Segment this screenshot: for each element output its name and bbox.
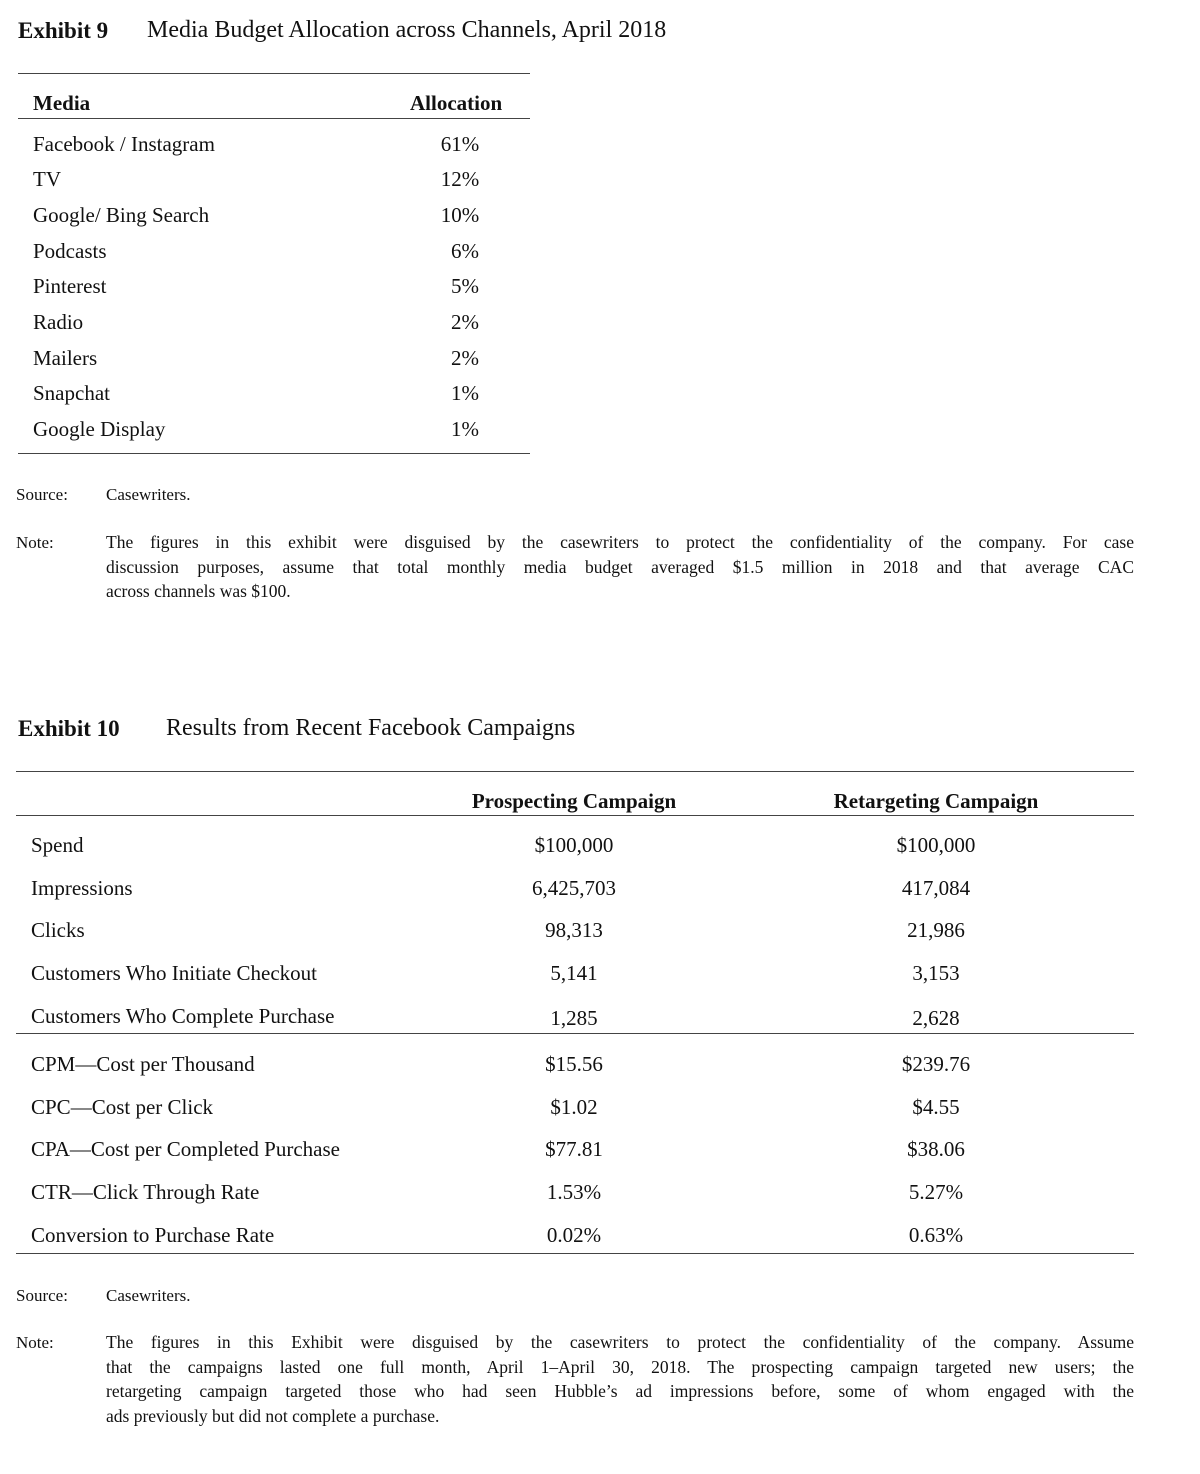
table-row-retargeting: $38.06 <box>907 1137 965 1161</box>
exhibit10-title: Results from Recent Facebook Campaigns <box>166 715 576 741</box>
exhibit9-header-media: Media <box>33 91 91 115</box>
table-row-media: Google/ Bing Search <box>33 203 210 227</box>
table-row-prospecting: 0.02% <box>546 1223 602 1247</box>
table-row-allocation: 1% <box>451 417 479 441</box>
table-row-metric: CPM—Cost per Thousand <box>31 1052 255 1076</box>
exhibit9-top-rule <box>18 73 530 74</box>
table-row-retargeting: 21,986 <box>907 918 965 942</box>
exhibit9-note-label: Note: <box>16 533 54 552</box>
table-row-allocation: 61% <box>440 132 480 156</box>
exhibit10-source-text: Casewriters. <box>106 1286 191 1305</box>
exhibit9-title: Media Budget Allocation across Channels, April 2018 <box>147 17 667 43</box>
table-row-media: TV <box>33 167 61 191</box>
exhibit10-header-retargeting: Retargeting Campaign <box>833 789 1039 813</box>
table-row-allocation: 6% <box>451 239 479 263</box>
table-row-allocation: 2% <box>451 346 479 370</box>
exhibit10-note-text <box>106 1330 1134 1428</box>
table-row-retargeting: $100,000 <box>896 833 976 857</box>
note-line: that the campaigns lasted one full month, April 1–April 30, 2018. The prospecting campaign targeted new users; the <box>106 1356 1134 1377</box>
table-row-prospecting: $100,000 <box>534 833 614 857</box>
note-line: retargeting campaign targeted those who had seen Hubble’s ad impressions before, some of whom engaged with the <box>106 1381 1134 1401</box>
note-line: The figures in this Exhibit were disguised by the casewriters to protect the confidentiality of the company. Assume <box>106 1332 1134 1352</box>
table-row-metric: Customers Who Complete Purchase <box>31 1004 335 1028</box>
table-row-prospecting: $15.56 <box>545 1052 603 1076</box>
exhibit9-note-text <box>106 530 1134 604</box>
table-row-prospecting: 98,313 <box>545 918 603 942</box>
table-row-prospecting: 1,285 <box>550 1006 598 1030</box>
table-row-media: Snapchat <box>33 381 110 405</box>
exhibit9-header-rule <box>18 118 530 119</box>
table-row-prospecting: 6,425,703 <box>532 876 616 900</box>
exhibit9-source-label: Source: <box>16 485 68 504</box>
table-row-retargeting: 3,153 <box>912 961 960 985</box>
table-row-media: Pinterest <box>33 274 107 298</box>
note-line: across channels was $100. <box>106 581 291 601</box>
table-row-retargeting: 0.63% <box>908 1223 964 1247</box>
table-row-prospecting: $77.81 <box>545 1137 603 1161</box>
exhibit10-header-rule <box>16 815 1134 816</box>
table-row-metric: CPA—Cost per Completed Purchase <box>31 1137 340 1161</box>
table-row-media: Google Display <box>33 417 166 441</box>
table-row-allocation: 10% <box>440 203 480 227</box>
table-row-media: Mailers <box>33 346 98 370</box>
table-row-prospecting: 5,141 <box>550 961 598 985</box>
exhibit9-label: Exhibit 9 <box>18 18 109 43</box>
table-row-retargeting: $239.76 <box>901 1052 971 1076</box>
exhibit10-label: Exhibit 10 <box>18 716 120 741</box>
table-row-prospecting: $1.02 <box>550 1095 598 1119</box>
table-row-prospecting: 1.53% <box>546 1180 602 1204</box>
table-row-metric: CTR—Click Through Rate <box>31 1180 260 1204</box>
note-line: ads previously but did not complete a purchase. <box>106 1405 440 1426</box>
exhibit9-source-text: Casewriters. <box>106 485 191 504</box>
table-row-metric: Clicks <box>31 918 85 942</box>
table-row-media: Facebook / Instagram <box>33 132 215 156</box>
table-row-allocation: 2% <box>451 310 479 334</box>
exhibit10-header-prospecting: Prospecting Campaign <box>471 789 677 813</box>
table-row-retargeting: 2,628 <box>912 1006 960 1030</box>
exhibit10-note-label: Note: <box>16 1333 54 1352</box>
table-row-metric: Customers Who Initiate Checkout <box>31 961 317 985</box>
table-row-allocation: 1% <box>451 381 479 405</box>
table-row-retargeting: 417,084 <box>901 876 971 900</box>
note-line: The figures in this exhibit were disguised by the casewriters to protect the confidentiality of the company. For case <box>106 532 1134 552</box>
table-row-metric: CPC—Cost per Click <box>31 1095 214 1119</box>
table-row-metric: Impressions <box>31 876 133 900</box>
table-row-media: Radio <box>33 310 84 334</box>
table-row-retargeting: $4.55 <box>912 1095 960 1119</box>
exhibit10-top-rule <box>16 771 1134 772</box>
exhibit9-header-allocation: Allocation <box>410 91 503 115</box>
table-row-metric: Spend <box>31 833 84 857</box>
table-row-media: Podcasts <box>33 239 107 263</box>
table-row-retargeting: 5.27% <box>908 1180 964 1204</box>
exhibit9-bottom-rule <box>18 453 530 454</box>
exhibit10-mid-rule <box>16 1033 1134 1034</box>
exhibit10-source-label: Source: <box>16 1286 68 1305</box>
exhibit10-bottom-rule <box>16 1253 1134 1254</box>
table-row-allocation: 12% <box>440 167 480 191</box>
note-line: discussion purposes, assume that total monthly media budget averaged $1.5 million in 2018 and that average CAC <box>106 556 1134 577</box>
table-row-allocation: 5% <box>451 274 479 298</box>
table-row-metric: Conversion to Purchase Rate <box>31 1223 275 1247</box>
